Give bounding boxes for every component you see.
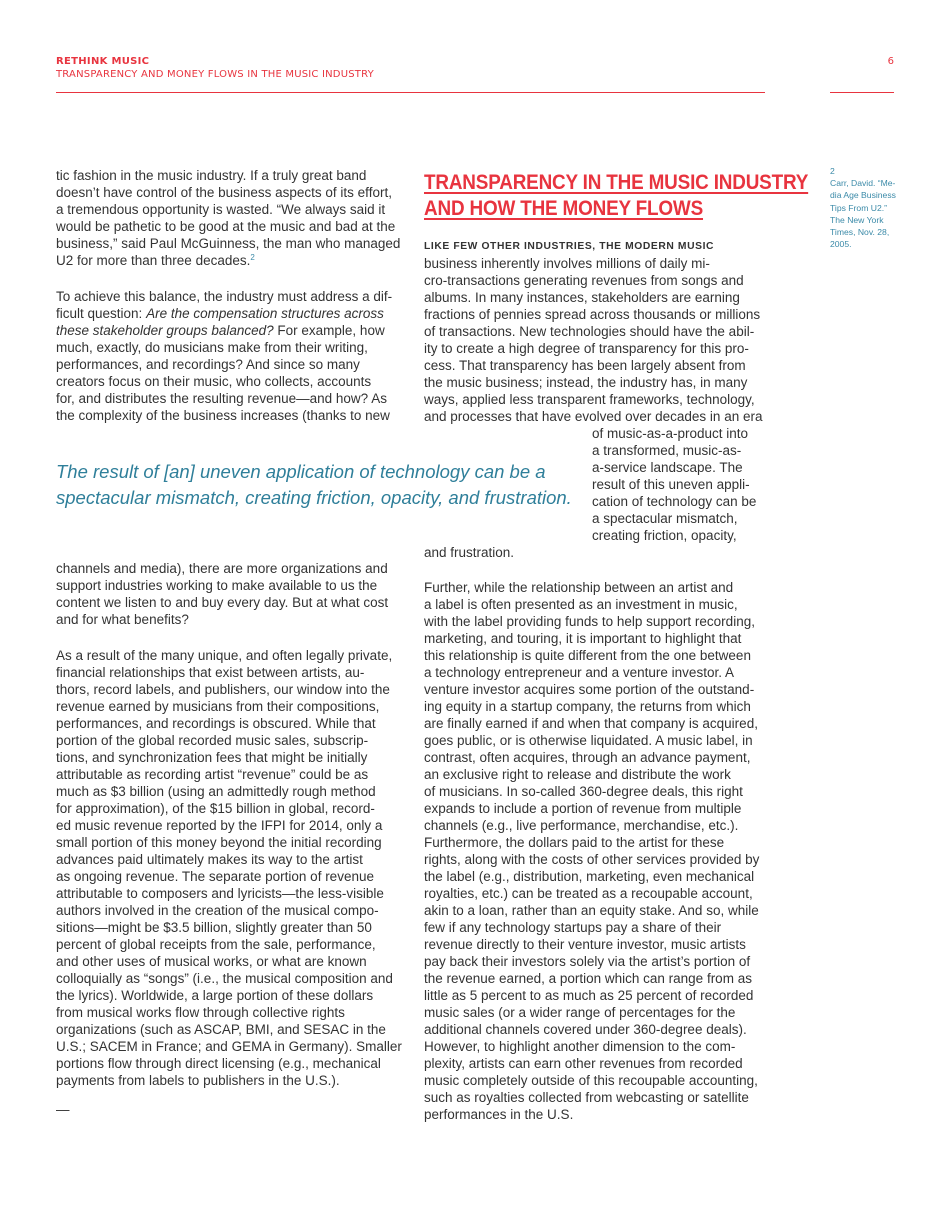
text-line: a-service landscape. The [592, 460, 743, 475]
text-line: an exclusive right to release and distribute the work [424, 767, 731, 782]
text-line: akin to a loan, rather than an equity stake. And so, while [424, 903, 759, 918]
sidebar-rule [830, 92, 894, 93]
text-line: with the label providing funds to help support recording, [424, 614, 755, 629]
footnote-reference[interactable]: 2 [250, 253, 255, 262]
text-line: ity to create a high degree of transparency for this pro- [424, 341, 749, 356]
text-line: this relationship is quite different from the one between [424, 648, 751, 663]
publication-title: RETHINK MUSIC [56, 56, 150, 67]
text-line: cess. That transparency has been largely absent from [424, 358, 746, 373]
text-line: the music business; instead, the industry has, in many [424, 375, 748, 390]
text-line: ways, applied less transparent frameworks, technology, [424, 392, 755, 407]
text-line: music completely outside of this recoupable accounting, [424, 1073, 758, 1088]
text-line: little as 5 percent to as much as 25 percent of recorded [424, 988, 754, 1003]
text-line: performances, and recordings? And since so many [56, 357, 360, 372]
text-fragment: For example, how [273, 323, 385, 338]
text-line: Further, while the relationship between an artist and [424, 580, 734, 595]
text-line [56, 322, 385, 339]
page-number: 6 [887, 56, 894, 67]
emphasis-text: Are the compensation structures across [146, 306, 384, 321]
text-line: the lyrics). Worldwide, a large portion of these dollars [56, 988, 374, 1003]
text-line: cation of technology can be [592, 494, 757, 509]
text-line: of musicians. In so-called 360-degree deals, this right [424, 784, 743, 799]
footnote-line: 2005. [830, 239, 852, 250]
footnote [830, 165, 896, 250]
text-line: and for what benefits? [56, 612, 189, 627]
text-line: performances, and recordings is obscured. While that [56, 716, 376, 731]
text-line: thors, record labels, and publishers, our window into the [56, 682, 390, 697]
text-line [56, 252, 255, 269]
pull-quote-line: spectacular mismatch, creating friction, opacity, and frustration. [56, 487, 572, 508]
text-line: performances in the U.S. [424, 1107, 574, 1122]
text-line: As a result of the many unique, and often legally private, [56, 648, 393, 663]
text-line: fractions of pennies spread across thousands or millions [424, 307, 761, 322]
text-line: advances paid ultimately makes its way to the artist [56, 852, 363, 867]
text-line: royalties, etc.) can be treated as a recoupable account, [424, 886, 753, 901]
text-line: venture investor acquires some portion of the outstand- [424, 682, 755, 697]
text-line: plexity, artists can earn other revenues from recorded [424, 1056, 743, 1071]
text-line: would be pathetic to be good at the music and bad at the [56, 219, 396, 234]
text-line: sitions—might be $3.5 billion, slightly greater than 50 [56, 920, 372, 935]
section-heading: TRANSPARENCY IN THE MUSIC INDUSTRY [424, 171, 809, 194]
text-line: from musical works flow through collective rights [56, 1005, 345, 1020]
text-line: ing equity in a startup company, the returns from which [424, 699, 751, 714]
text-line: ed music revenue reported by the IFPI for 2014, only a [56, 818, 383, 833]
text-line: music sales (or a wider range of percentages for the [424, 1005, 736, 1020]
text-line: such as royalties collected from webcasting or satellite [424, 1090, 749, 1105]
text-line: Furthermore, the dollars paid to the artist for these [424, 835, 725, 850]
text-line: much, exactly, do musicians make from their writing, [56, 340, 368, 355]
text-line: as ongoing revenue. The separate portion of revenue [56, 869, 374, 884]
text-line: doesn’t have control of the business aspects of its effort, [56, 185, 392, 200]
footnote-line: Tips From U2.” [830, 202, 887, 213]
text-line: a label is often presented as an investment in music, [424, 597, 738, 612]
text-line: portion of the global recorded music sales, subscrip- [56, 733, 369, 748]
text-line [56, 305, 384, 322]
text-fragment: ficult question: [56, 306, 147, 321]
text-line: a transformed, music-as- [592, 443, 742, 458]
text-line: result of this uneven appli- [592, 477, 750, 492]
text-line: To achieve this balance, the industry must address a dif- [56, 289, 393, 304]
text-line: U.S.; SACEM in France; and GEMA in Germany). Smaller [56, 1039, 402, 1054]
text-line: payments from labels to publishers in the U.S.). [56, 1073, 340, 1088]
lead-in-text: LIKE FEW OTHER INDUSTRIES, THE MODERN MUSIC [424, 241, 715, 252]
text-line: business,” said Paul McGuinness, the man who managed [56, 236, 401, 251]
text-line: organizations (such as ASCAP, BMI, and SESAC in the [56, 1022, 386, 1037]
text-line: and other uses of musical works, or what are known [56, 954, 367, 969]
text-line: financial relationships that exist between artists, au- [56, 665, 365, 680]
text-line: are finally earned if and when that company is acquired, [424, 716, 758, 731]
text-line: few if any technology startups pay a share of their [424, 920, 722, 935]
text-line: for, and distributes the resulting revenue—and how? As [56, 391, 387, 406]
text-line: additional channels covered under 360-degree deals). [424, 1022, 747, 1037]
text-line: revenue directly to their venture investor, music artists [424, 937, 746, 952]
text-line: albums. In many instances, stakeholders are earning [424, 290, 740, 305]
text-line: for approximation), of the $15 billion in global, record- [56, 801, 375, 816]
text-line: content we listen to and buy every day. But at what cost [56, 595, 389, 610]
footnote-line: dia Age Business [830, 190, 896, 201]
text-line: expands to include a portion of revenue from multiple [424, 801, 742, 816]
text-line: the label (e.g., distribution, marketing, even mechanical [424, 869, 755, 884]
text-line: tic fashion in the music industry. If a truly great band [56, 168, 367, 183]
text-line: attributable as recording artist “revenue” could be as [56, 767, 369, 782]
text-line: creating friction, opacity, [592, 528, 737, 543]
document-subtitle: TRANSPARENCY AND MONEY FLOWS IN THE MUSIC INDUSTRY [56, 69, 374, 80]
text-line: a tremendous opportunity is wasted. “We always said it [56, 202, 386, 217]
text-line: goes public, or is otherwise liquidated. A music label, in [424, 733, 753, 748]
text-line: channels and media), there are more organizations and [56, 561, 388, 576]
footnote-line: 2 [830, 166, 835, 176]
pull-quote-line: The result of [an] uneven application of technology can be a [56, 461, 546, 482]
emphasis-text: these stakeholder groups balanced? [56, 323, 274, 338]
text-line: much as $3 billion (using an admittedly rough method [56, 784, 376, 799]
text-line: channels (e.g., live performance, merchandise, etc.). [424, 818, 739, 833]
text-fragment: U2 for more than three decades. [56, 253, 251, 268]
text-line: pay back their investors solely via the artist’s portion of [424, 954, 751, 969]
footnote-line: Carr, David. “Me- [830, 178, 896, 189]
header-rule [56, 92, 765, 93]
text-line: and frustration. [424, 545, 515, 560]
text-line: creators focus on their music, who collects, accounts [56, 374, 372, 389]
text-line: colloquially as “songs” (i.e., the musical composition and [56, 971, 393, 986]
text-line: percent of global receipts from the sale, performance, [56, 937, 376, 952]
text-line: a technology entrepreneur and a venture investor. A [424, 665, 734, 680]
text-line: However, to highlight another dimension to the com- [424, 1039, 736, 1054]
text-line: cro-transactions generating revenues from songs and [424, 273, 744, 288]
text-line: the complexity of the business increases (thanks to new [56, 408, 390, 423]
footnote-line: The New York [830, 214, 884, 225]
text-line: of music-as-a-product into [592, 426, 749, 441]
text-line: business inherently involves millions of daily mi- [424, 256, 710, 271]
footnote-line: Times, Nov. 28, [830, 227, 890, 238]
text-line: and processes that have evolved over decades in an era [424, 409, 763, 424]
text-line: support industries working to make available to us the [56, 578, 378, 593]
text-line: small portion of this money beyond the initial recording [56, 835, 382, 850]
text-line: of transactions. New technologies should have the abil- [424, 324, 755, 339]
section-heading: AND HOW THE MONEY FLOWS [424, 197, 704, 220]
text-line: revenue earned by musicians from their compositions, [56, 699, 380, 714]
text-line: attributable to composers and lyricists—the less-visible [56, 886, 384, 901]
text-line: rights, along with the costs of other services provided by [424, 852, 760, 867]
text-line: authors involved in the creation of the musical compo- [56, 903, 379, 918]
end-dash: — [56, 1102, 70, 1117]
text-line: marketing, and touring, it is important to highlight that [424, 631, 742, 646]
text-line: contrast, often acquires, through an advance payment, [424, 750, 751, 765]
text-line: the revenue earned, a portion which can range from as [424, 971, 752, 986]
text-line: tions, and synchronization fees that might be initially [56, 750, 368, 765]
text-line: portions flow through direct licensing (e.g., mechanical [56, 1056, 381, 1071]
text-line: a spectacular mismatch, [592, 511, 738, 526]
